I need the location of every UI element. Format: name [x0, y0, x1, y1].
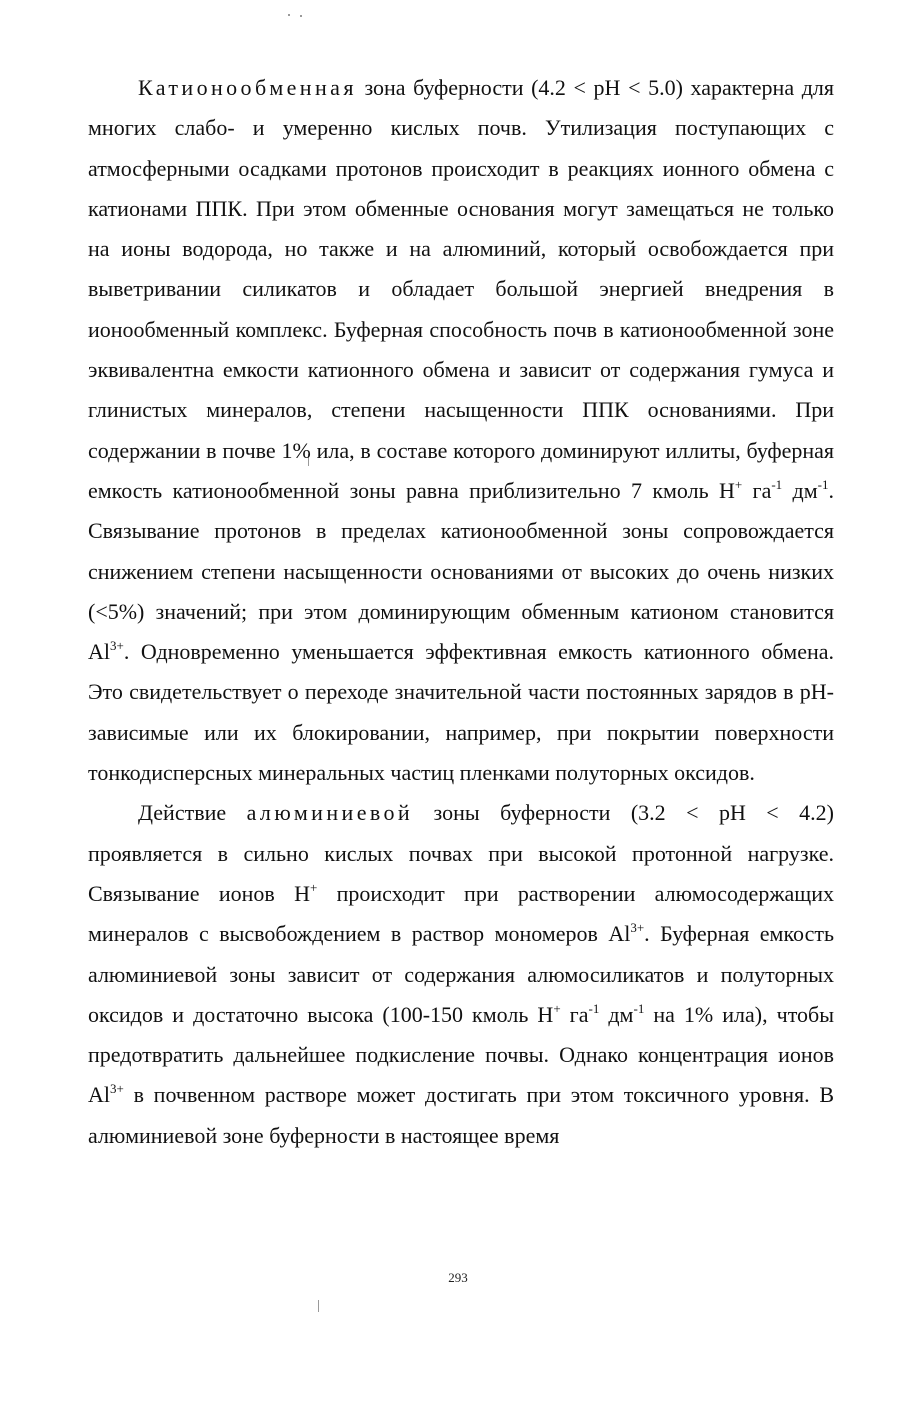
emphasized-term: Катионообменная — [138, 75, 357, 100]
page-number: 293 — [448, 1270, 468, 1285]
scan-speck — [318, 1300, 319, 1312]
body-text — [88, 68, 834, 1156]
scan-speck — [288, 14, 290, 16]
paragraph-aluminum-zone: Действие алюминиевой зоны буферности (3.2 < pH < 4.2) проявляется в сильно кислых почвах при высокой протонной нагрузке. Связывание ионов H+ происходит при растворении алюмосодержащих минералов с высвобождением в раствор мономеров $Al^{3+}$. Буферная емкость алюминиевой зоны зависит от содержания алюмосиликатов и полуторных оксидов и достаточно высока (100-150 кмоль H+ $га^{-1}$ $дм^{-1}$ на 1% ила), чтобы предотвратить дальнейшее подкисление почвы. Однако концентрация ионов $Al^{3+}$ в почвенном растворе может достигать при этом токсичного уровня. В алюминиевой зоне буферности в настоящее время — [88, 800, 835, 1148]
emphasized-term: алюминиевой — [246, 800, 414, 826]
paragraph-cation-exchange-zone: Катионообменная зона буферности (4.2 < pH < 5.0) характерна для многих слабо- и умеренно кислых почв. Утилизация поступающих с атмосферными осадками протонов происходит в реакциях ионного обмена с катионами ППК. При этом обменные основания могут замещаться не только на ионы водорода, но также и на алюминий, который освобождается при выветривании силикатов и обладает большой энергией внедрения в ионообменный комплекс. Буферная способность почв в катионообменной зоне эквивалентна емкости катионного обмена и зависит от содержания гумуса и глинистых минералов, степени насыщенности ППК основаниями. При содержании в почве 1% ила, в составе которого доминируют иллиты, буферная емкость катионообменной зоны равна приблизительно 7 кмоль H+ $га^{-1}$ $дм^{-1}$. Связывание протонов в пределах катионообменной зоны сопровождается снижением степени насыщенности основаниями от высоких до очень низких (<5%) значений; при этом доминирующим обменным катионом становится $Al^{3+}$. Одновременно уменьшается эффективная емкость катионного обмена. Это свидетельствует о переходе значительной части постоянных зарядов в pH-зависимые или их блокировании, например, при покрытии поверхности тонкодисперсных минеральных частиц пленками полуторных оксидов. — [88, 75, 834, 786]
scan-speck — [300, 15, 302, 17]
